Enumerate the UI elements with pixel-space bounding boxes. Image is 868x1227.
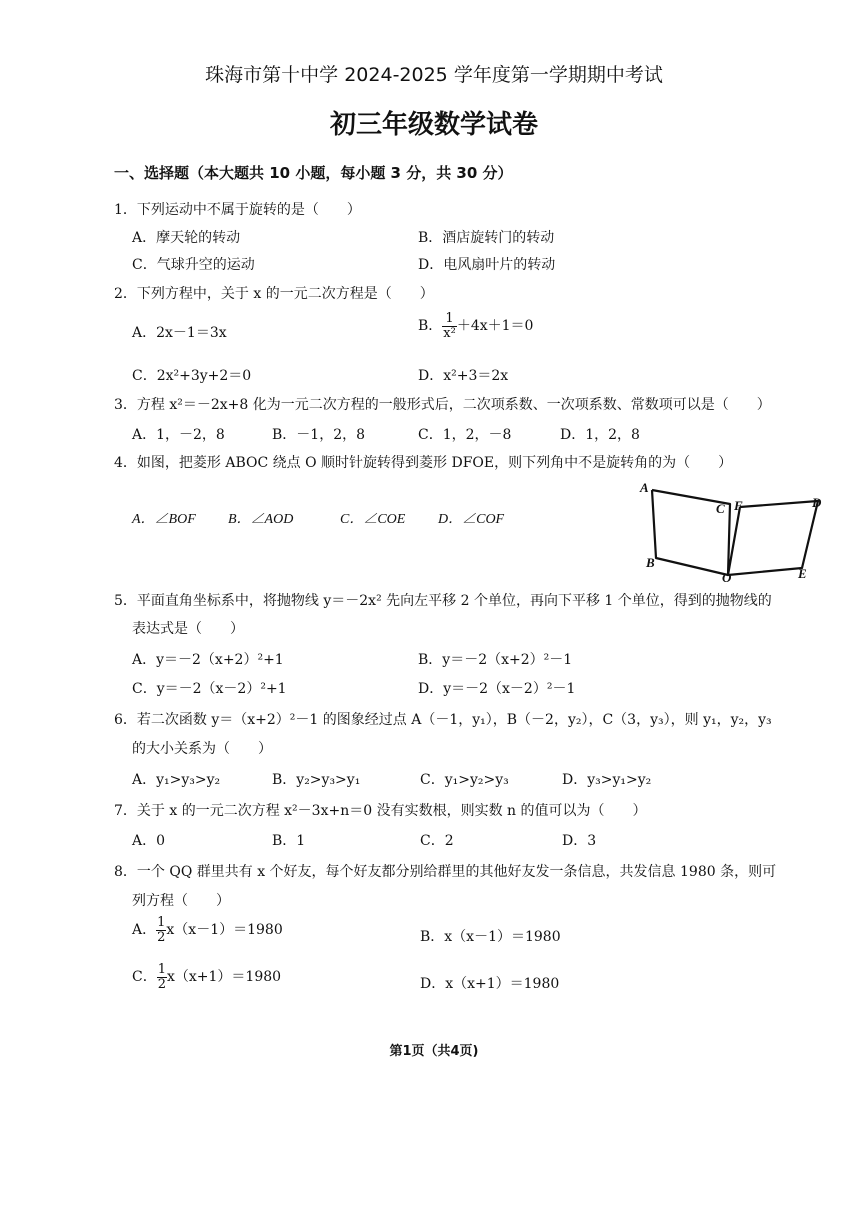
question-4-option-c: C．∠COE: [340, 512, 406, 527]
question-2-option-a: A．2x－1＝3x: [132, 325, 227, 341]
question-8-stem-line2: 列方程（ ）: [132, 893, 230, 909]
denominator: 2: [157, 929, 166, 945]
question-2-option-b: [418, 312, 533, 340]
question-6-option-b: B．y₂>y₃>y₁: [272, 772, 361, 788]
denominator: 2: [157, 976, 166, 992]
question-8-option-a: [132, 916, 283, 944]
section-heading: 一、选择题（本大题共 10 小题，每小题 3 分，共 30 分）: [114, 164, 513, 182]
question-8-option-b: B．x（x－1）＝1980: [420, 929, 561, 945]
question-3-stem: 3．方程 x²＝－2x+8 化为一元二次方程的一般形式后，二次项系数、一次项系数、常数项可以是（ ）: [114, 397, 771, 413]
question-1-option-a: A．摩天轮的转动: [132, 230, 241, 246]
figure-label-b: B: [646, 555, 655, 570]
question-7-option-c: C．2: [420, 833, 454, 849]
question-3-option-b: B．－1，2，8: [272, 427, 366, 443]
question-6-option-c: C．y₁>y₂>y₃: [420, 772, 509, 788]
exam-title: 珠海市第十中学 2024-2025 学年度第一学期期中考试: [205, 64, 663, 86]
question-3-option-a: A．1，－2，8: [132, 427, 225, 443]
question-2-option-d: D．x²+3＝2x: [418, 368, 509, 384]
option-text: x（x－1）＝1980: [166, 922, 283, 939]
option-label: A．: [132, 922, 157, 939]
figure-label-e: E: [798, 566, 807, 581]
option-label: C．: [132, 969, 157, 986]
question-4-option-a: A．∠BOF: [132, 512, 196, 527]
question-6-stem-line2: 的大小关系为（ ）: [132, 741, 272, 757]
rhombus-rotation-figure: [636, 476, 836, 586]
question-3-option-d: D．1，2，8: [560, 427, 640, 443]
question-1-option-b: B．酒店旋转门的转动: [418, 230, 555, 246]
question-5-stem-line2: 表达式是（ ）: [132, 621, 244, 637]
question-1-stem: 1．下列运动中不属于旋转的是（ ）: [114, 202, 361, 218]
fraction: [442, 312, 457, 340]
question-8-option-d: D．x（x+1）＝1980: [420, 976, 560, 992]
option-label: B．: [418, 318, 443, 335]
question-5-option-d: D．y＝－2（x－2）²－1: [418, 681, 576, 697]
question-1-option-d: D．电风扇叶片的转动: [418, 257, 556, 273]
question-7-option-a: A．0: [132, 833, 166, 849]
question-6-option-a: A．y₁>y₃>y₂: [132, 772, 221, 788]
numerator: 1: [442, 312, 457, 327]
question-6-option-d: D．y₃>y₁>y₂: [562, 772, 652, 788]
question-8-option-c: [132, 963, 281, 991]
numerator: 1: [157, 915, 166, 930]
figure-label-d: D: [812, 495, 822, 510]
question-4-option-d: D．∠COF: [438, 512, 505, 527]
figure-label-a: A: [640, 480, 649, 495]
fraction: [157, 963, 167, 991]
figure-label-o: O: [722, 570, 732, 585]
paper-title: 初三年级数学试卷: [329, 110, 538, 140]
question-7-option-d: D．3: [562, 833, 597, 849]
option-text: x（x+1）＝1980: [167, 969, 282, 986]
question-7-option-b: B．1: [272, 833, 306, 849]
page-number: 第1页（共4页): [389, 1044, 479, 1059]
fraction: [156, 916, 166, 944]
question-5-option-b: B．y＝－2（x+2）²－1: [418, 652, 573, 668]
question-8-stem-line1: 8．一个 QQ 群里共有 x 个好友，每个好友都分别给群里的其他好友发一条信息，共发信息 1980 条，则可: [114, 864, 777, 880]
option-text: ＋4x＋1＝0: [456, 318, 534, 335]
figure-label-c: C: [716, 501, 725, 516]
denominator: x²: [443, 325, 456, 341]
question-1-option-c: C．气球升空的运动: [132, 257, 255, 273]
question-5-option-c: C．y＝－2（x－2）²+1: [132, 681, 287, 697]
question-4-stem: 4．如图，把菱形 ABOC 绕点 O 顺时针旋转得到菱形 DFOE，则下列角中不是旋转角的为（ ）: [114, 455, 733, 471]
question-4-option-b: B．∠AOD: [228, 512, 294, 527]
question-5-option-a: A．y＝－2（x+2）²+1: [132, 652, 284, 668]
numerator: 1: [157, 962, 166, 977]
question-3-option-c: C．1，2，－8: [418, 427, 512, 443]
question-5-stem-line1: 5．平面直角坐标系中，将抛物线 y＝－2x² 先向左平移 2 个单位，再向下平移 1 个单位，得到的抛物线的: [114, 593, 772, 609]
question-2-option-c: C．2x²+3y+2＝0: [132, 368, 252, 384]
figure-label-f: F: [734, 498, 743, 513]
question-2-stem: 2．下列方程中，关于 x 的一元二次方程是（ ）: [114, 286, 434, 302]
question-6-stem-line1: 6．若二次函数 y＝（x+2）²－1 的图象经过点 A（－1，y₁），B（－2，y₂），C（3，y₃），则 y₁，y₂，y₃: [114, 712, 772, 728]
question-7-stem: 7．关于 x 的一元二次方程 x²－3x+n＝0 没有实数根，则实数 n 的值可以为（ ）: [114, 803, 647, 819]
